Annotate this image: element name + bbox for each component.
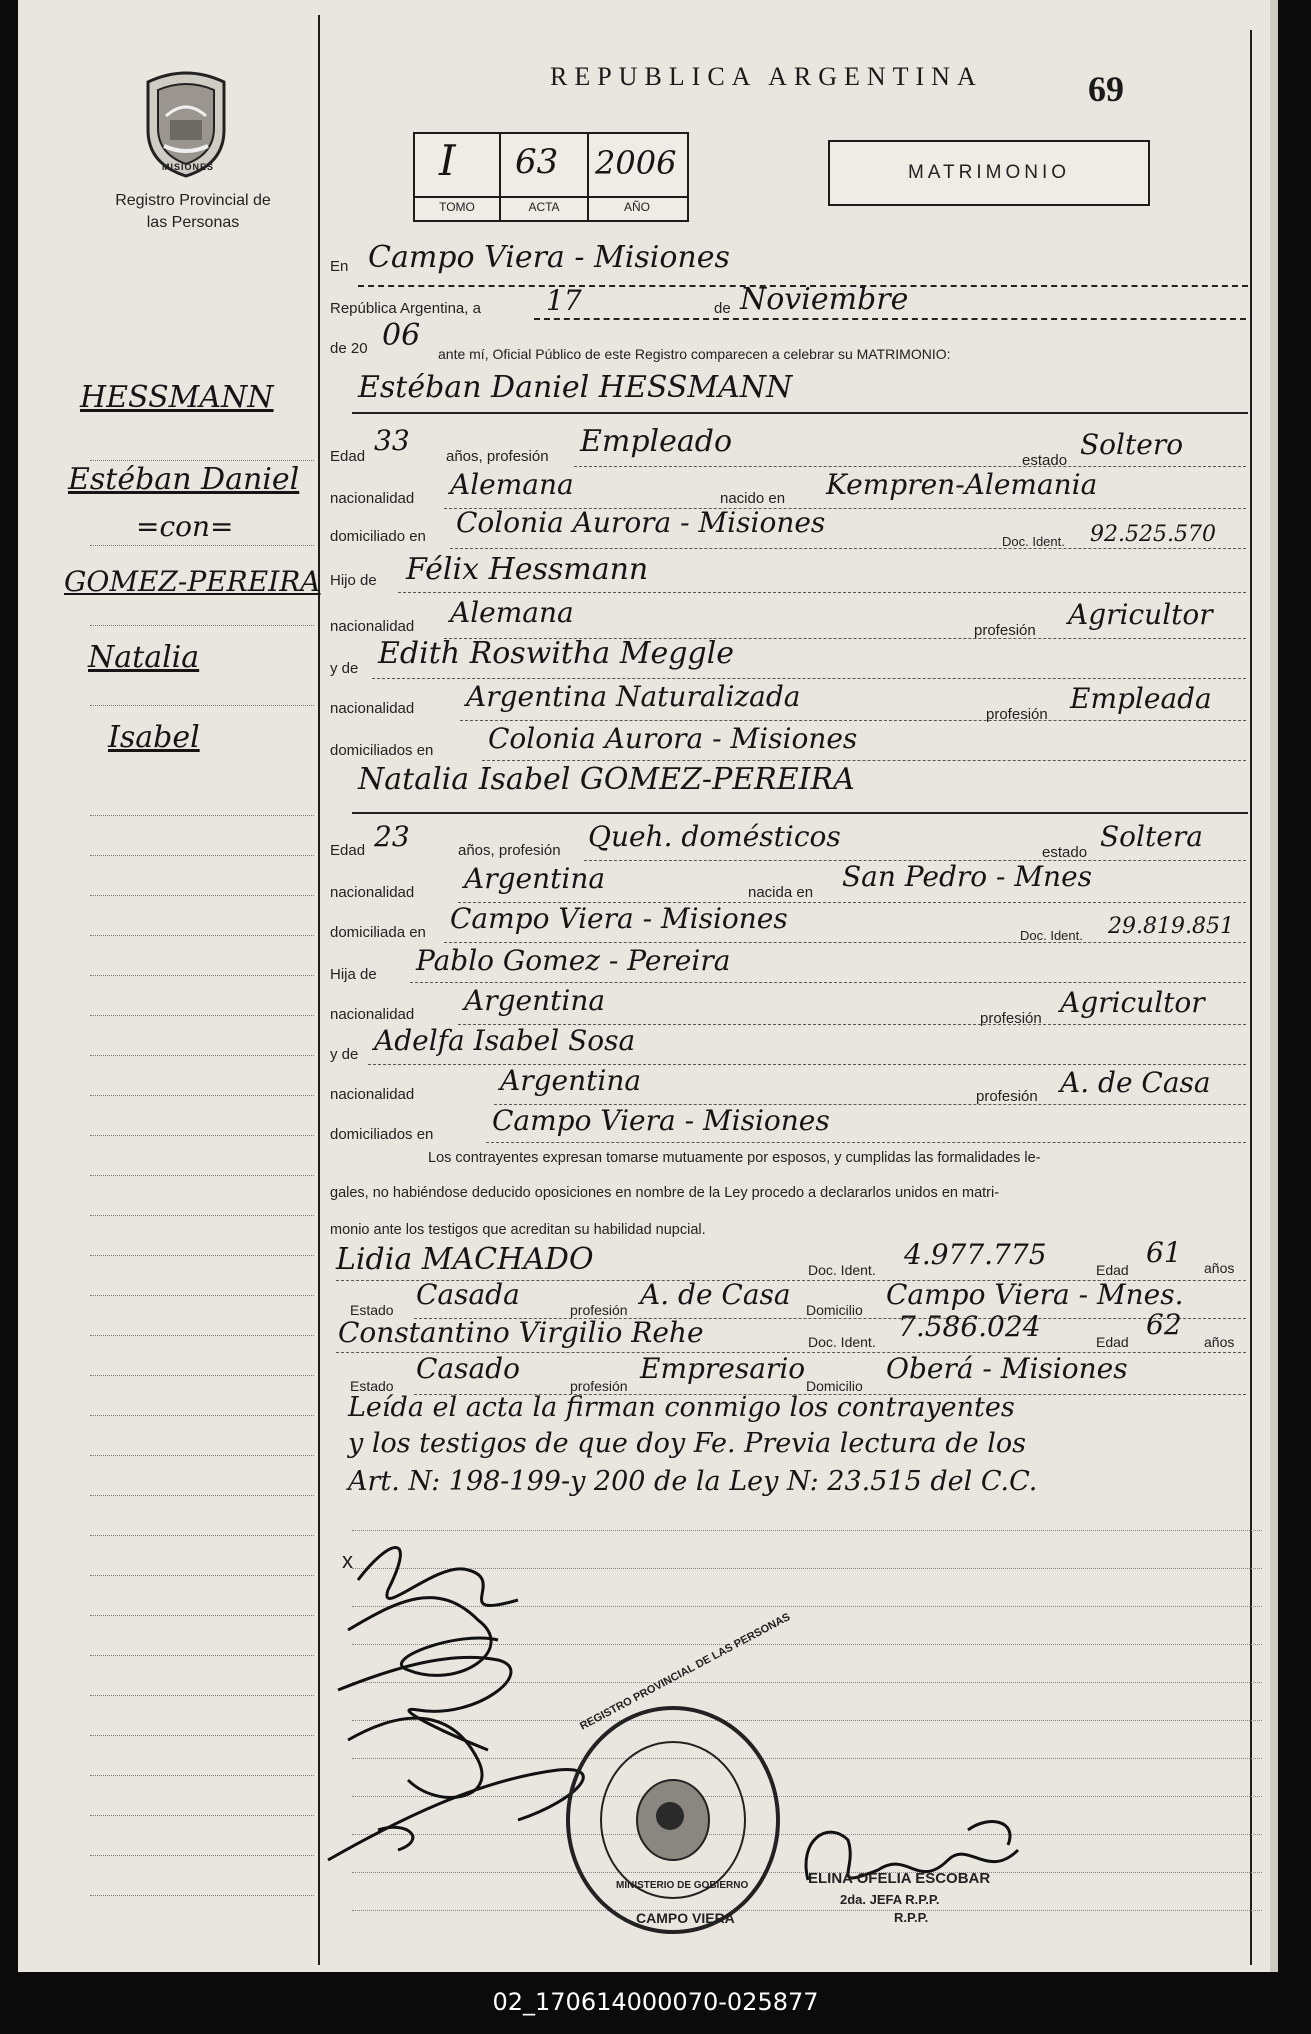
bride-edad-label: Edad: [330, 842, 366, 859]
bride-nacionalidad: Argentina: [464, 862, 606, 895]
margin-rule: [90, 1135, 314, 1136]
witness1-edad: 61: [1146, 1236, 1182, 1269]
margin-rule: [90, 1775, 314, 1776]
margin-rule: [90, 1535, 314, 1536]
bride-father-prof: Agricultor: [1060, 986, 1205, 1019]
groom-mother-prof-label: profesión: [986, 706, 1048, 723]
bride-father-rule: [410, 982, 1246, 983]
bride-doc: 29.819.851: [1108, 914, 1234, 939]
groom-anos-profesion-label: años, profesión: [446, 448, 549, 465]
groom-parents-dom-rule: [482, 760, 1246, 761]
witness2-estado: Casado: [416, 1352, 520, 1385]
margin-surname-bride: GOMEZ-PEREIRA: [64, 565, 321, 598]
groom-mother-nac: Argentina Naturalizada: [466, 680, 801, 713]
closing-line-1: Leída el acta la firman conmigo los contrayentes: [348, 1392, 1015, 1423]
blank-line: [352, 1910, 1262, 1911]
witness2-domicilio: Oberá - Misiones: [886, 1352, 1128, 1385]
country-heading: REPUBLICA ARGENTINA: [550, 62, 983, 91]
groom-mother-nac-rule: [460, 720, 1246, 721]
bride-estado: Soltera: [1100, 820, 1203, 853]
margin-rule: [90, 1495, 314, 1496]
month-value: Noviembre: [740, 282, 909, 317]
bride-father-nac-label: nacionalidad: [330, 1006, 415, 1023]
margin-rule: [90, 1095, 314, 1096]
republica-label: República Argentina, a: [330, 300, 481, 317]
margin-rule: [90, 1335, 314, 1336]
groom-mother-prof: Empleada: [1070, 682, 1212, 715]
right-border-line: [1250, 30, 1252, 1965]
margin-rule: [90, 545, 314, 546]
bride-mother: Adelfa Isabel Sosa: [374, 1024, 636, 1057]
margin-rule: [90, 1175, 314, 1176]
margin-rule: [90, 1655, 314, 1656]
groom-mother-nac-label: nacionalidad: [330, 700, 415, 717]
intro-text: ante mí, Oficial Público de este Registro comparecen a celebrar su MATRIMONIO:: [438, 346, 951, 362]
bride-father-nac: Argentina: [464, 984, 606, 1017]
closing-line-3: Art. N: 198-199-y 200 de la Ley N: 23.515 del C.C.: [348, 1466, 1038, 1497]
tomo-acta-anio-box: [413, 132, 689, 222]
witness2-edad: 62: [1146, 1308, 1182, 1341]
bride-estado-label: estado: [1042, 844, 1088, 861]
closing-line-2: y los testigos de que doy Fe. Previa lectura de los: [348, 1428, 1026, 1459]
margin-rule: [90, 1055, 314, 1056]
margin-rule: [90, 1455, 314, 1456]
act-type-box: [828, 140, 1150, 206]
margin-rule: [90, 1855, 314, 1856]
witness1-edad-label: Edad: [1096, 1262, 1129, 1278]
bride-mother-nac: Argentina: [500, 1064, 642, 1097]
bride-nacionalidad-label: nacionalidad: [330, 884, 415, 901]
stamp-bottom-text: CAMPO VIERA: [636, 1910, 735, 1926]
groom-father-nac-label: nacionalidad: [330, 618, 415, 635]
bride-nacida-label: nacida en: [748, 884, 814, 901]
groom-doc-label: Doc. Ident.: [1002, 534, 1065, 549]
groom-edad-label: Edad: [330, 448, 366, 465]
witness1-profesion-label: profesión: [570, 1302, 628, 1318]
bride-mother-prof: A. de Casa: [1060, 1066, 1211, 1099]
bride-parents-dom-rule: [486, 1142, 1246, 1143]
margin-connector: =con=: [136, 510, 234, 543]
witness2-doc: 7.586.024: [898, 1310, 1041, 1343]
margin-rule: [90, 460, 314, 461]
groom-domicilio: Colonia Aurora - Misiones: [456, 506, 826, 539]
bride-anos-profesion-label: años, profesión: [458, 842, 561, 859]
bride-mother-nac-label: nacionalidad: [330, 1086, 415, 1103]
bride-dom-rule: [444, 942, 1246, 943]
groom-father-label: Hijo de: [330, 572, 377, 589]
groom-doc: 92.525.570: [1090, 522, 1216, 547]
margin-rule: [90, 1815, 314, 1816]
registry-seal-stamp: [558, 1700, 788, 1940]
stamp-inner-text: MINISTERIO DE GOBIERNO: [616, 1880, 749, 1891]
tomo-value: I: [439, 136, 456, 185]
margin-rule: [90, 1895, 314, 1896]
bride-parents-dom: Campo Viera - Misiones: [492, 1104, 830, 1137]
logo-text: MISIONES: [162, 162, 215, 172]
groom-profesion: Empleado: [580, 424, 733, 459]
witness1-doc-label: Doc. Ident.: [808, 1262, 876, 1278]
margin-rule: [90, 815, 314, 816]
groom-parents-dom-label: domiciliados en: [330, 742, 434, 759]
registry-office-label: Registro Provincial de las Personas: [115, 192, 271, 231]
groom-father-nac: Alemana: [450, 596, 574, 629]
bride-edad: 23: [374, 820, 410, 853]
officer-abbr: R.P.P.: [894, 1910, 929, 1925]
groom-nacionalidad: Alemana: [450, 468, 574, 501]
margin-rule: [90, 705, 314, 706]
tomo-label: TOMO: [439, 200, 475, 214]
witness2-name: Constantino Virgilio Rehe: [338, 1316, 704, 1349]
bride-profesion: Queh. domésticos: [588, 820, 841, 853]
bride-father-label: Hija de: [330, 966, 377, 983]
margin-surname-groom: HESSMANN: [80, 380, 274, 415]
margin-rule: [90, 975, 314, 976]
year-prefix: de 20: [330, 340, 368, 357]
declaration-line-3: monio ante los testigos que acreditan su habilidad nupcial.: [330, 1222, 706, 1238]
officer-title: 2da. JEFA R.P.P.: [840, 1892, 940, 1907]
year-suffix: 06: [382, 318, 421, 353]
margin-rule: [90, 895, 314, 896]
bride-mother-label: y de: [330, 1046, 359, 1063]
witness2-profesion: Empresario: [640, 1352, 806, 1385]
margin-rule: [90, 1735, 314, 1736]
groom-nacido-label: nacido en: [720, 490, 786, 507]
anio-label: AÑO: [623, 200, 650, 214]
groom-domicilio-label: domiciliado en: [330, 528, 426, 545]
groom-mother-rule: [372, 678, 1246, 679]
witness2-anos-label: años: [1204, 1334, 1235, 1350]
anio-value: 2006: [595, 144, 677, 182]
groom-edad-rule: [574, 466, 1246, 467]
groom-nacido: Kempren-Alemania: [826, 468, 1098, 501]
bride-parents-dom-label: domiciliados en: [330, 1126, 434, 1143]
bride-full-name: Natalia Isabel GOMEZ-PEREIRA: [358, 762, 855, 797]
witness1-domicilio-label: Domicilio: [806, 1302, 863, 1318]
margin-rule: [90, 1375, 314, 1376]
margin-names-bride-1: Natalia: [88, 640, 200, 675]
bride-father: Pablo Gomez - Pereira: [416, 944, 731, 977]
margin-rule: [90, 1295, 314, 1296]
groom-edad: 33: [374, 424, 410, 457]
date-underline: [534, 318, 1246, 320]
groom-estado-label: estado: [1022, 452, 1068, 469]
margin-rule: [90, 855, 314, 856]
declaration-line-1: Los contrayentes expresan tomarse mutuamente por esposos, y cumplidas las formalidades le-: [428, 1150, 1041, 1166]
groom-nacionalidad-label: nacionalidad: [330, 490, 415, 507]
declaration-line-2: gales, no habiéndose deducido oposiciones en nombre de la Ley procedo a declararlos unidos en matri-: [330, 1185, 1000, 1201]
bride-nacida: San Pedro - Mnes: [842, 860, 1093, 893]
margin-rule: [90, 1015, 314, 1016]
bride-doc-label: Doc. Ident.: [1020, 928, 1083, 943]
month-de-label: de: [714, 300, 731, 317]
page-number: 69: [1088, 69, 1124, 109]
witness1-domicilio: Campo Viera - Mnes.: [886, 1278, 1184, 1311]
acta-value: 63: [515, 142, 559, 182]
acta-label: ACTA: [528, 200, 560, 214]
margin-rule: [90, 1575, 314, 1576]
witness1-estado-label: Estado: [350, 1302, 394, 1318]
margin-rule: [90, 625, 314, 626]
witness2-estado-label: Estado: [350, 1378, 394, 1394]
groom-father: Félix Hessmann: [406, 552, 649, 587]
witness1-doc: 4.977.775: [904, 1238, 1047, 1271]
place-value: Campo Viera - Misiones: [368, 240, 730, 275]
groom-father-rule: [398, 592, 1246, 593]
witness2-profesion-label: profesión: [570, 1378, 628, 1394]
witness2-doc-label: Doc. Ident.: [808, 1334, 876, 1350]
groom-name-underline: [352, 412, 1248, 414]
bride-name-underline: [352, 812, 1248, 814]
witness1-estado: Casada: [416, 1278, 520, 1311]
groom-dom-rule: [450, 548, 1246, 549]
groom-mother: Edith Roswitha Meggle: [378, 636, 734, 671]
day-value: 17: [546, 284, 582, 317]
margin-rule: [90, 1695, 314, 1696]
margin-rule: [90, 1415, 314, 1416]
groom-father-prof-label: profesión: [974, 622, 1036, 639]
witness1-anos-label: años: [1204, 1260, 1235, 1276]
scan-caption: 02_170614000070-025877: [492, 1988, 819, 2016]
witness2-domicilio-label: Domicilio: [806, 1378, 863, 1394]
groom-parents-dom: Colonia Aurora - Misiones: [488, 722, 858, 755]
officer-name: ELINA OFELIA ESCOBAR: [808, 1870, 991, 1887]
groom-estado: Soltero: [1080, 428, 1184, 461]
bride-domicilio: Campo Viera - Misiones: [450, 902, 788, 935]
witness1-name: Lidia MACHADO: [336, 1242, 594, 1277]
signature-mark: x: [342, 1548, 353, 1573]
margin-rule: [90, 1255, 314, 1256]
bride-mother-prof-label: profesión: [976, 1088, 1038, 1105]
groom-mother-label: y de: [330, 660, 359, 677]
groom-father-prof: Agricultor: [1068, 598, 1213, 631]
groom-full-name: Estéban Daniel HESSMANN: [358, 370, 793, 405]
stamp-ring-text: REGISTRO PROVINCIAL DE LAS PERSONAS: [578, 1611, 793, 1733]
margin-rule: [90, 1615, 314, 1616]
bride-domicilio-label: domiciliada en: [330, 924, 426, 941]
margin-names-bride-2: Isabel: [108, 720, 200, 755]
act-type-label: MATRIMONIO: [907, 162, 1071, 183]
bride-father-prof-label: profesión: [980, 1010, 1042, 1027]
margin-names-groom: Estéban Daniel: [68, 462, 300, 497]
margin-rule: [90, 1215, 314, 1216]
register-page: [18, 0, 1270, 1972]
en-label: En: [330, 258, 349, 275]
witness2-edad-label: Edad: [1096, 1334, 1129, 1350]
witness1-profesion: A. de Casa: [640, 1278, 791, 1311]
margin-rule: [90, 935, 314, 936]
